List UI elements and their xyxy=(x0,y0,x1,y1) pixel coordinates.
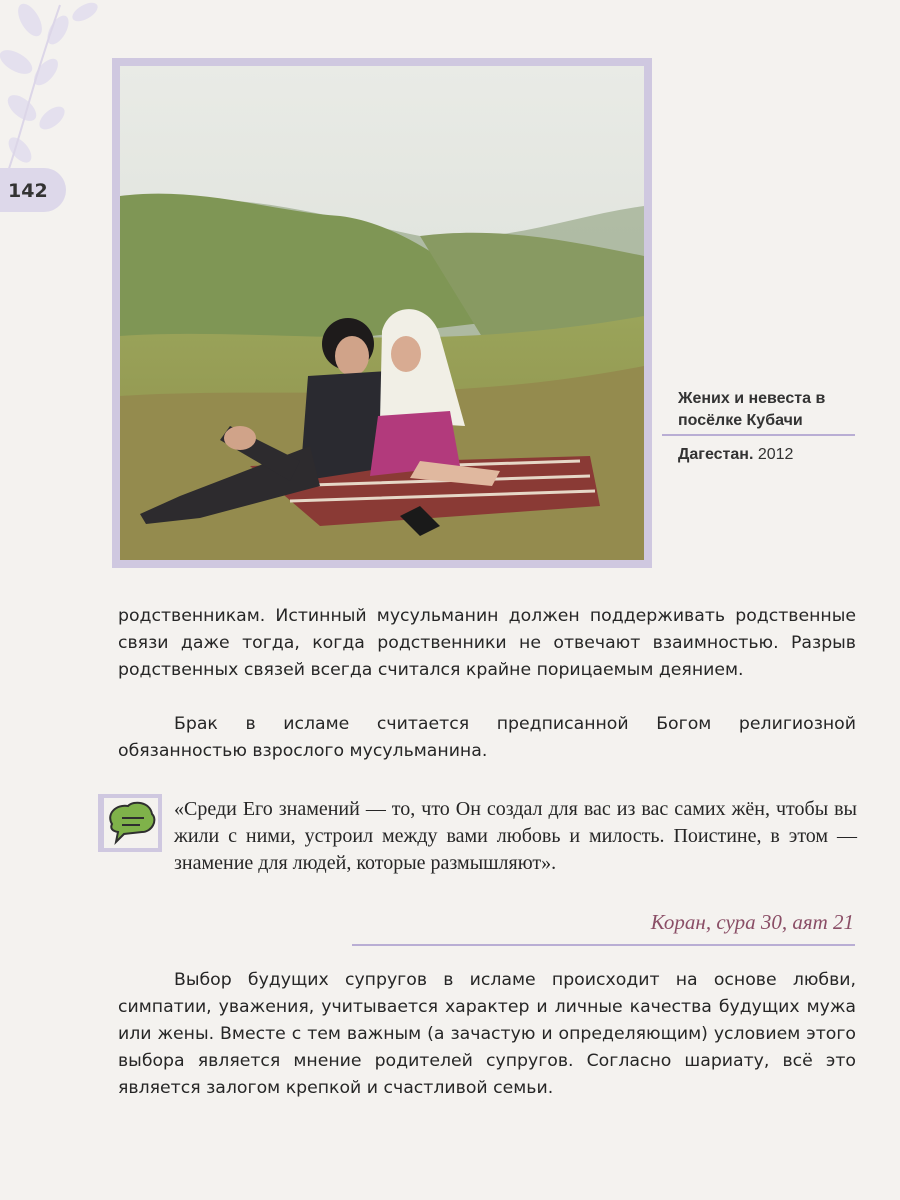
page-number: 142 xyxy=(8,180,48,202)
paragraph-spouse-choice: Выбор будущих супругов в исламе происходит на основе любви, симпатии, уважения, учитывается характер и личные качества будущих мужа или жены. Вместе с тем важным (а зачастую и определяющим) условием этого выбора является мнение родителей супругов. Согласно шариату, всё это является залогом крепкой и счастливой семьи. xyxy=(118,970,856,1098)
paragraph-marriage: Брак в исламе считается предписанной Богом религиозной обязанностью взрослого мусульманина. xyxy=(118,714,856,761)
photo-caption-place xyxy=(678,446,793,464)
speech-bubble-icon xyxy=(98,794,162,852)
leaf-decoration xyxy=(0,0,110,190)
photo-caption-title: Жених и невеста в посёлке Кубачи xyxy=(678,390,826,429)
caption-divider xyxy=(662,434,855,436)
caption-year: 2012 xyxy=(757,446,794,463)
caption-region: Дагестан. xyxy=(678,446,754,463)
paragraph-relatives: родственникам. Истинный мусульманин должен поддерживать родственные связи даже тогда, когда родственники не отвечают взаимностью. Разрыв родственных связей всегда считался крайне порицаемым деянием. xyxy=(118,606,856,680)
quran-quote: «Среди Его знамений — то, что Он создал для вас из вас самих жён, чтобы вы жили с ними, устроил между вами любовь и милость. Поистине, в этом — знамение для людей, которые размышляют». xyxy=(174,798,857,874)
photo-frame xyxy=(112,58,652,568)
wedding-photo xyxy=(120,66,644,560)
quote-source: Коран, сура 30, аят 21 xyxy=(650,910,854,934)
quote-divider xyxy=(352,944,855,946)
